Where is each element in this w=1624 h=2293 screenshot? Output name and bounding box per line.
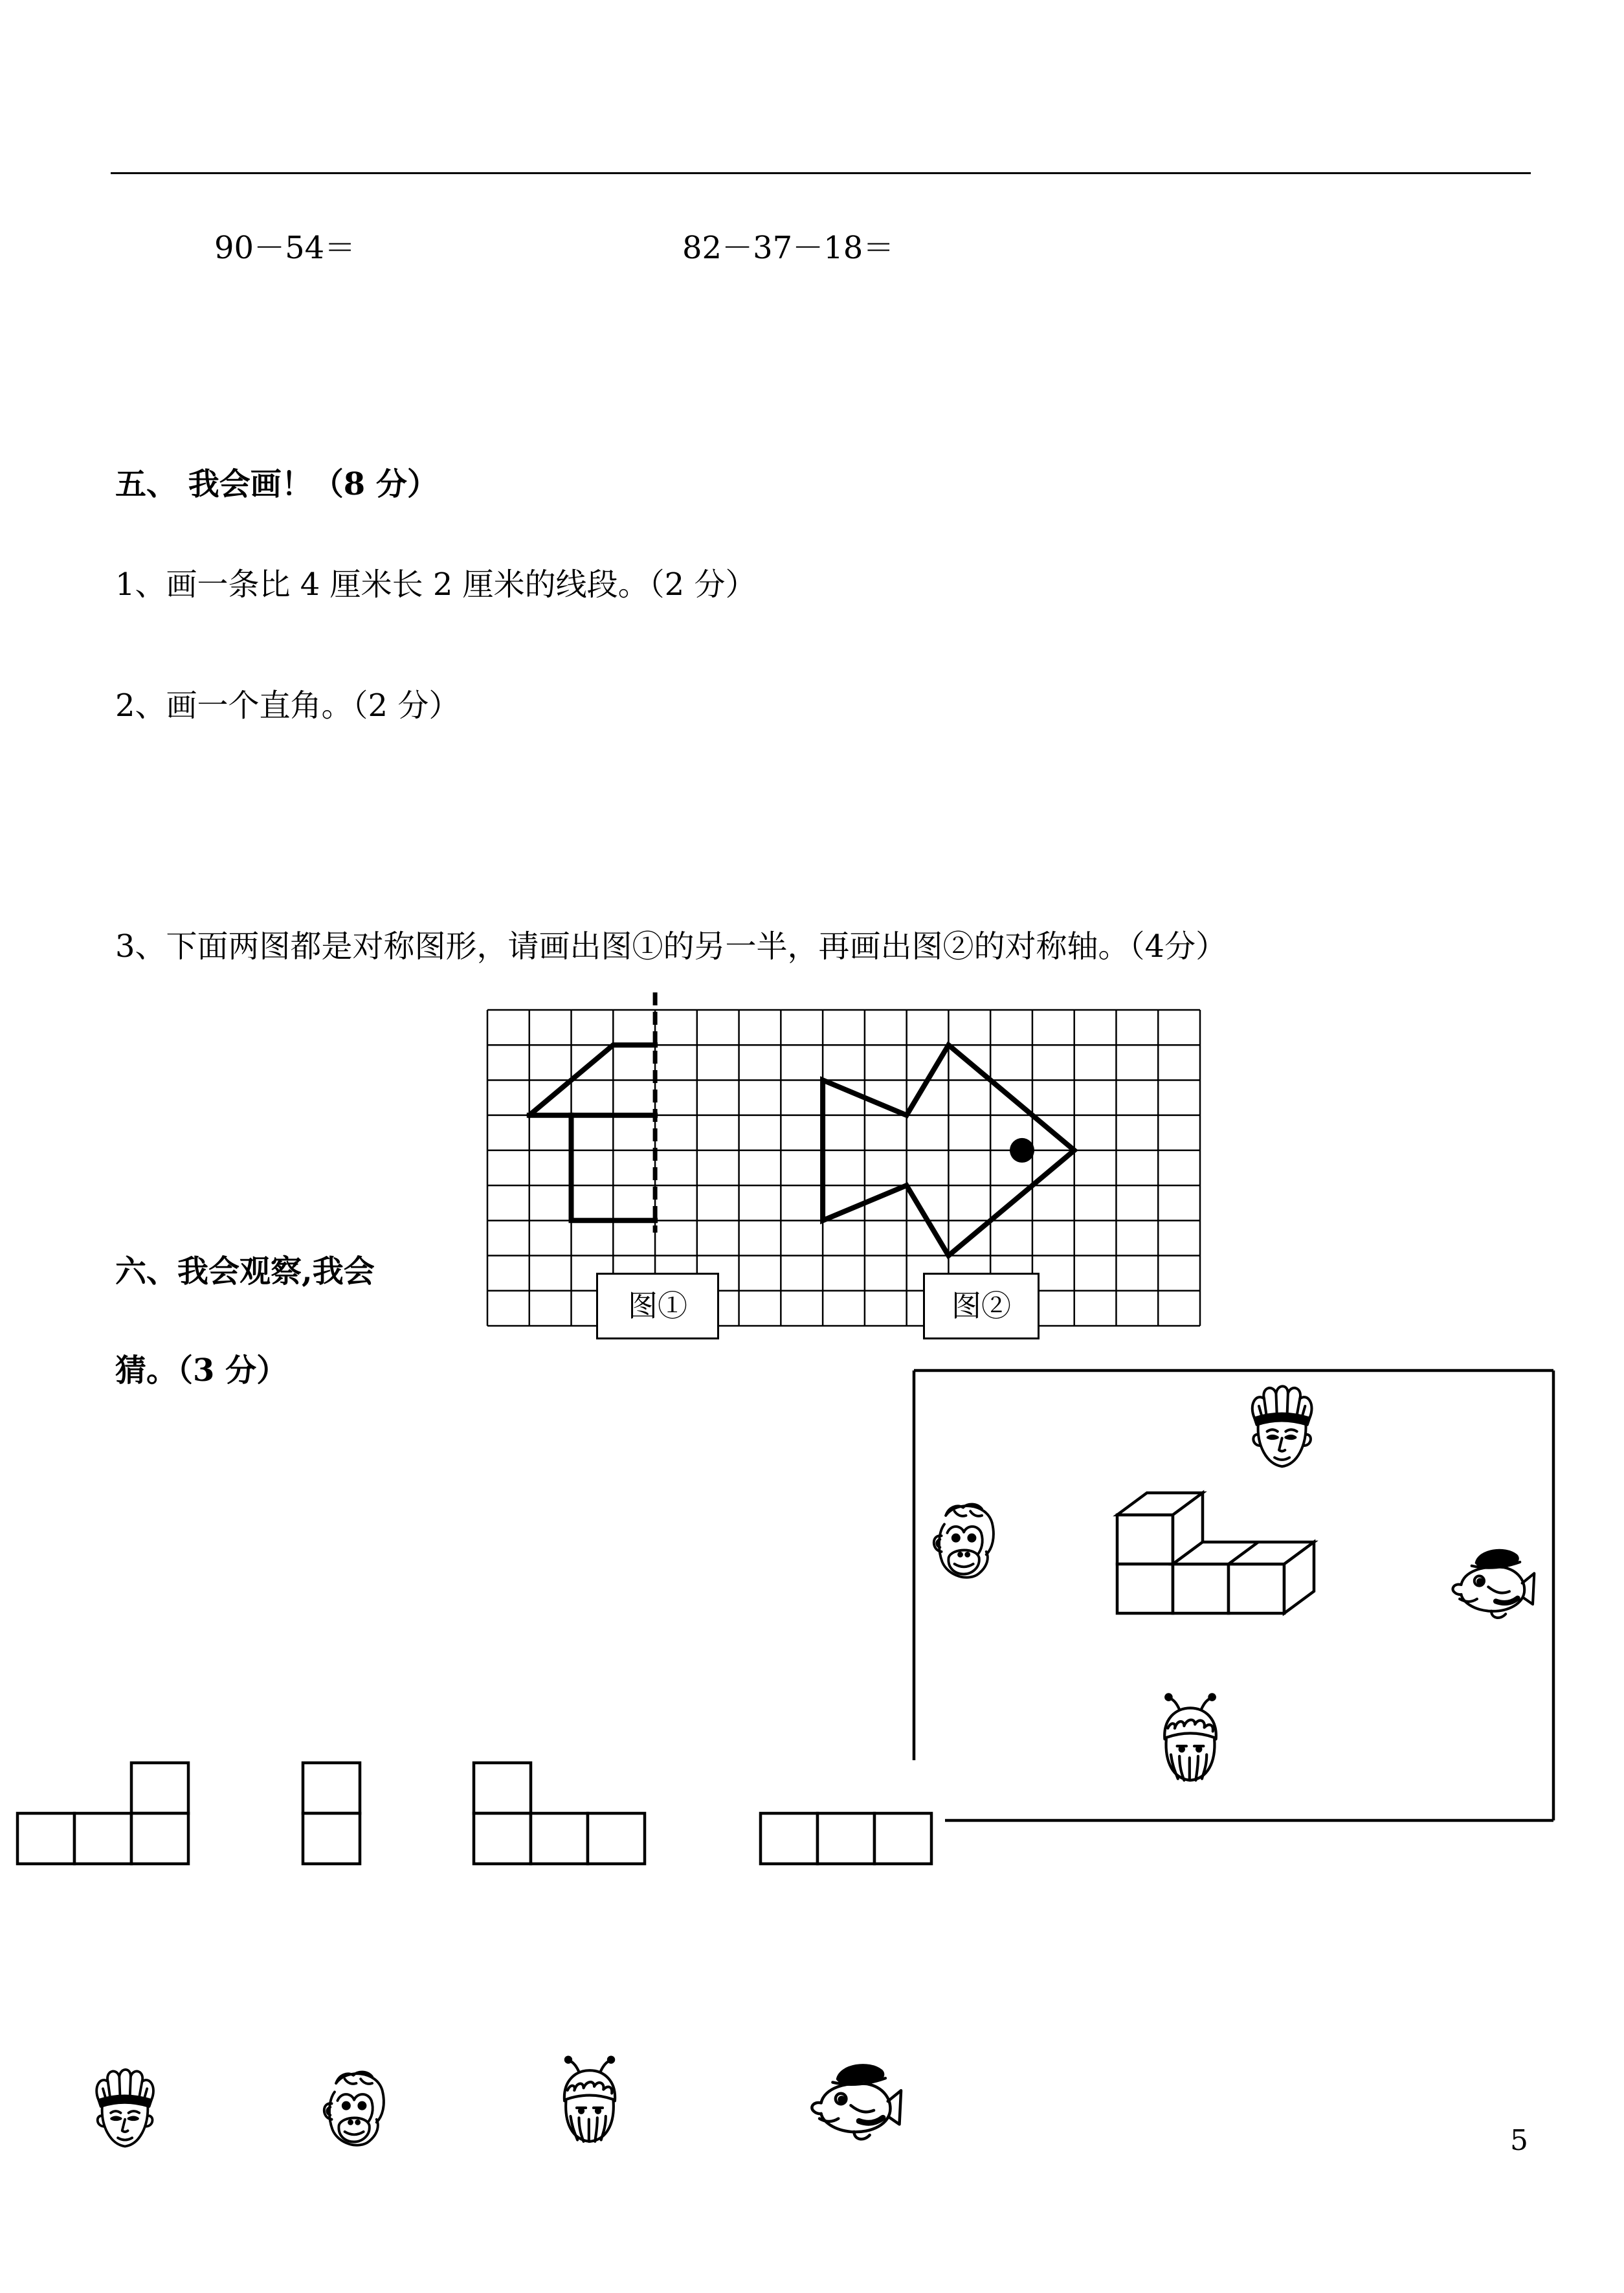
view-square <box>17 1813 74 1864</box>
headdress-face-icon-graphic <box>96 2070 153 2147</box>
antenna-child-face-icon-graphic <box>1164 1694 1216 1780</box>
view-square <box>474 1813 531 1864</box>
fish-face-icon <box>1446 1539 1537 1622</box>
cube-block <box>1108 1489 1322 1618</box>
view-square <box>131 1763 188 1813</box>
question-5-3: 3、下面两图都是对称图形，请画出图①的另一半，再画出图②的对称轴。（4分） <box>115 928 1227 965</box>
headdress-face-icon <box>89 2064 160 2150</box>
section-6-heading-line-2: 猜。（3 分） <box>115 1352 288 1389</box>
cube-front-face <box>1117 1564 1173 1613</box>
figure-2-label: 图② <box>923 1273 1040 1339</box>
symmetry-grid <box>478 984 1210 1353</box>
fish-face-icon <box>805 2053 904 2144</box>
view-square <box>818 1813 874 1864</box>
fish-face-icon-graphic <box>812 2065 901 2139</box>
view-option-c <box>472 1761 648 1867</box>
view-option-b <box>301 1761 363 1867</box>
grid-lines <box>487 1010 1200 1326</box>
fish-eye-dot <box>1010 1138 1034 1163</box>
headdress-face-icon <box>1244 1381 1318 1470</box>
page-number: 5 <box>1510 2124 1528 2157</box>
question-5-2: 2、画一个直角。（2 分） <box>115 688 460 724</box>
view-square <box>531 1813 588 1864</box>
cube-front-face <box>1117 1515 1173 1564</box>
view-option-d <box>759 1811 935 1867</box>
section-6-heading-line-1: 六、我会观察,我会 <box>115 1253 375 1290</box>
symmetry-grid-content <box>487 992 1200 1326</box>
headdress-face-icon-graphic <box>1252 1386 1312 1466</box>
question-5-1: 1、画一条比 4 厘米长 2 厘米的线段。（2 分） <box>115 566 757 603</box>
antenna-child-face-icon <box>551 2053 628 2145</box>
antenna-child-face-icon <box>1151 1691 1229 1784</box>
view-square <box>74 1813 131 1864</box>
view-square <box>874 1813 931 1864</box>
monkey-face-icon-graphic <box>934 1504 994 1578</box>
header-rule <box>111 172 1531 174</box>
view-square <box>131 1813 188 1864</box>
view-option-a <box>16 1761 192 1867</box>
cube-front-face <box>1229 1564 1284 1613</box>
view-square <box>474 1763 531 1813</box>
antenna-child-face-icon-graphic <box>564 2057 615 2142</box>
equation-1: 90－54＝ <box>214 230 356 266</box>
equation-2: 82－37－18＝ <box>682 230 895 266</box>
cube-front-face <box>1173 1564 1229 1613</box>
view-square <box>303 1763 360 1813</box>
section-5-heading: 五、 我会画！（8 分） <box>115 466 438 502</box>
view-square <box>588 1813 645 1864</box>
view-square <box>303 1813 360 1864</box>
fish-face-icon-graphic <box>1452 1550 1534 1618</box>
figure-1-label: 图① <box>596 1273 719 1339</box>
monkey-face-icon-graphic <box>324 2072 384 2145</box>
monkey-face-icon <box>927 1497 999 1583</box>
view-square <box>761 1813 818 1864</box>
monkey-face-icon <box>317 2064 390 2151</box>
